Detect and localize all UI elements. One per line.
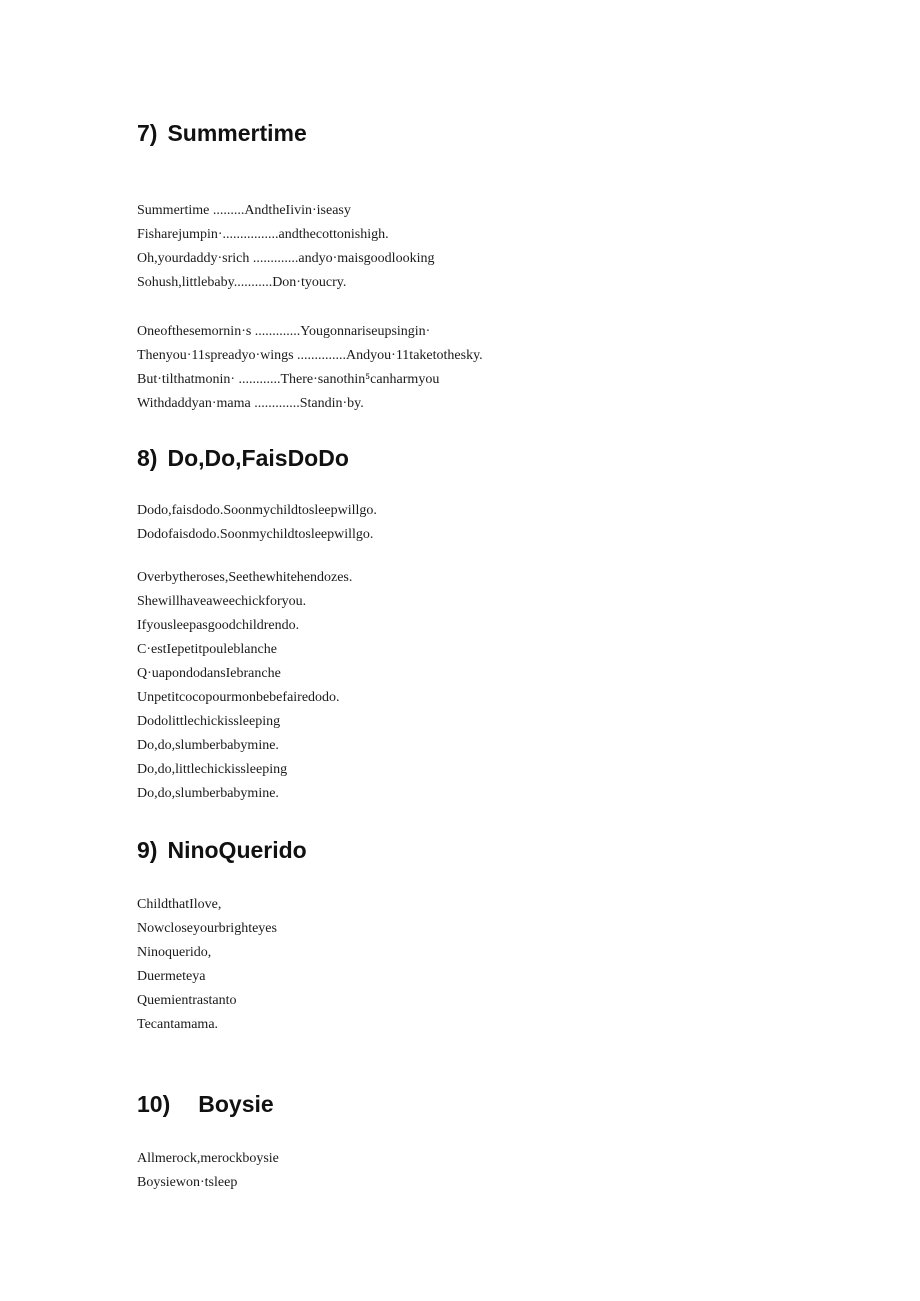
section-title: Summertime <box>167 120 307 146</box>
lyric-line: Sohush,littlebaby...........Don·tyoucry. <box>137 275 347 290</box>
lyric-line: Dodolittlechickissleeping <box>137 714 281 729</box>
lyric-line: Do,do,littlechickissleeping <box>137 762 288 777</box>
lyric-line: Tecantamama. <box>137 1017 219 1032</box>
lyric-line: Summertime .........AndtheIivin·iseasy <box>137 203 351 218</box>
lyric-line: Unpetitcocopourmonbebefairedodo. <box>137 690 340 705</box>
lyric-line: Oneofthesemornin·s .............Yougonnariseupsingin· <box>137 324 431 339</box>
section-title: Do,Do,FaisDoDo <box>167 445 349 471</box>
lyric-line: Fisharejumpin·................andthecottonishigh. <box>137 227 389 242</box>
section-heading-do-do-fais-do-do <box>137 444 349 472</box>
lyric-line: But·tilthatmonin· ............There·sanothin⁵canharmyou <box>137 372 440 387</box>
lyric-line: Dodofaisdodo.Soonmychildtosleepwillgo. <box>137 527 374 542</box>
lyric-line: Do,do,slumberbabymine. <box>137 738 279 753</box>
section-heading-boysie <box>137 1090 274 1118</box>
lyric-line: Thenyou·11spreadyo·wings ..............Andyou·11taketothesky. <box>137 348 483 363</box>
section-number: 10) <box>137 1091 171 1117</box>
boysie-stanza-1 <box>137 1147 279 1195</box>
section-number: 9) <box>137 837 158 863</box>
section-heading-summertime <box>137 119 307 147</box>
nino-querido-stanza-1 <box>137 893 277 1037</box>
lyric-line: ChildthatIlove, <box>137 897 222 912</box>
section-number: 8) <box>137 445 158 471</box>
lyric-line: C·estIepetitpouleblanche <box>137 642 277 657</box>
lyric-line: Overbytheroses,Seethewhitehendozes. <box>137 570 353 585</box>
lyric-line: Duermeteya <box>137 969 206 984</box>
lyric-line: Quemientrastanto <box>137 993 237 1008</box>
lyric-line: Q·uapondodansIebranche <box>137 666 281 681</box>
section-title: NinoQuerido <box>167 837 307 863</box>
section-title: Boysie <box>198 1091 274 1117</box>
lyric-line: Allmerock,merockboysie <box>137 1151 279 1166</box>
summertime-stanza-2 <box>137 320 483 416</box>
lyric-line: Dodo,faisdodo.Soonmychildtosleepwillgo. <box>137 503 377 518</box>
section-heading-nino-querido <box>137 836 307 864</box>
lyric-line: Ifyousleepasgoodchildrendo. <box>137 618 300 633</box>
lyric-line: Do,do,slumberbabymine. <box>137 786 279 801</box>
summertime-stanza-1 <box>137 199 434 295</box>
lyric-line: Boysiewon·tsleep <box>137 1175 238 1190</box>
lyric-line: Withdaddyan·mama .............Standin·by. <box>137 396 364 411</box>
fais-dodo-stanza-1 <box>137 499 377 547</box>
fais-dodo-stanza-2 <box>137 566 352 806</box>
lyric-line: Shewillhaveaweechickforyou. <box>137 594 307 609</box>
lyric-line: Nowcloseyourbrighteyes <box>137 921 277 936</box>
lyric-line: Oh,yourdaddy·srich .............andyo·maisgoodlooking <box>137 251 435 266</box>
section-number: 7) <box>137 120 158 146</box>
lyric-line: Ninoquerido, <box>137 945 212 960</box>
